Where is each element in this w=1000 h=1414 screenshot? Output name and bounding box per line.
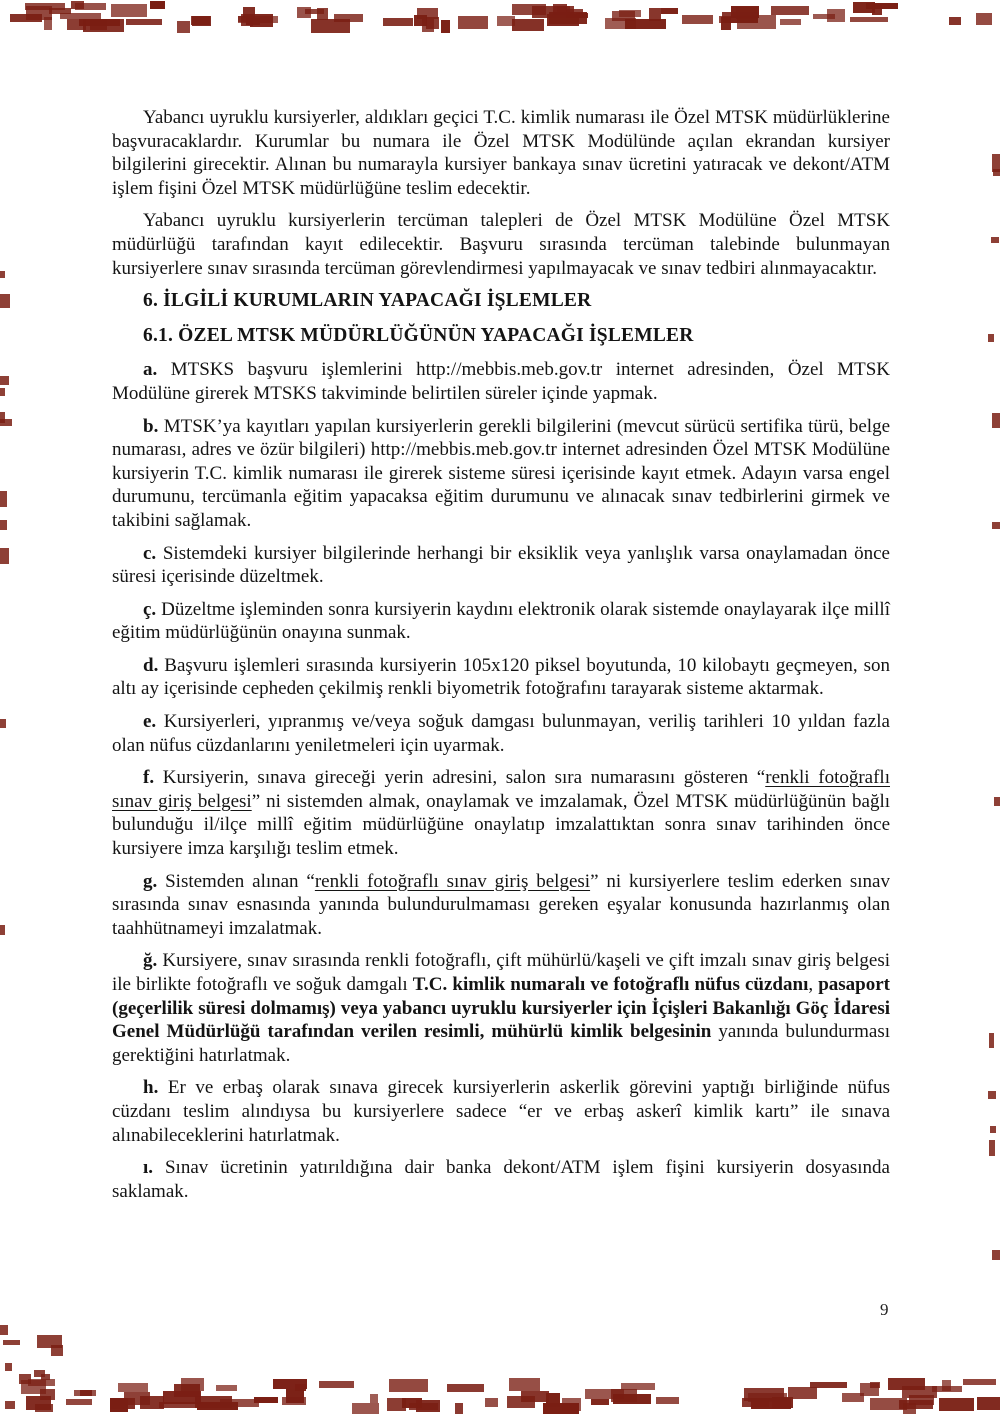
item-text: Kursiyere, sınav sırasında renkli fotoğraflı, çift mühürlü/kaşeli ve çift imzalı sınav giriş belgesi ile birlikte fotoğraflı ve soğuk damgalı: [112, 950, 890, 995]
item-label: a.: [143, 359, 158, 381]
section-heading-6: 6. İLGİLİ KURUMLARIN YAPACAĞI İŞLEMLER: [143, 290, 592, 312]
bold-phrase: T.C. kimlik numaralı ve fotoğraflı nüfus cüzdanı: [412, 974, 809, 995]
document-content: [112, 106, 890, 1212]
item-label: ı.: [143, 1157, 154, 1179]
list-item-dotless-i: [112, 1156, 890, 1203]
item-text: Düzeltme işleminden sonra kursiyerin kaydını elektronik olarak sistemde onaylayarak ilçe millî eğitim müdürlüğünün onayına sunmak.: [112, 598, 890, 644]
item-text: ” ni sistemden almak, onaylamak ve imzalamak, Özel MTSK müdürlüğünün bağlı bulunduğu il/ilçe millî eğitim müdürlüğüne onaylatıp imzalattıktan sonra sınav tarihinden önce kursiyere imza karşılığı teslim etmek.: [112, 790, 890, 860]
item-text: Kursiyerin, sınava gireceği yerin adresini, salon sıra numarasını gösteren “: [154, 767, 766, 789]
list-item-soft-g: [112, 949, 890, 1067]
item-label: ç.: [143, 598, 157, 620]
paragraph-foreign-applicants: Yabancı uyruklu kursiyerler, aldıkları geçici T.C. kimlik numarası ile Özel MTSK müdürlüklerine başvuracaklardır. Kurumlar bu numara ile Özel MTSK Modülünde açılan ekrandan kursiyer bilgilerini girecektir. Alınan bu numarayla kursiyer bankaya sınav ücretini yatıracak ve dekont/ATM işlem fişini Özel MTSK müdürlüğüne teslim edecektir.: [112, 107, 890, 199]
item-label: c.: [143, 542, 157, 564]
underlined-phrase: renkli fotoğraflı sınav giriş belgesi: [314, 870, 591, 892]
item-label: f.: [143, 767, 155, 789]
item-label: e.: [143, 711, 157, 733]
item-label: ğ.: [143, 950, 158, 972]
list-item-h: [112, 1076, 890, 1147]
paragraph-translator-requests: Yabancı uyruklu kursiyerlerin tercüman talepleri de Özel MTSK Modülüne Özel MTSK müdürlüğü tarafından kayıt edilecektir. Başvuru sırasında tercüman talebinde bulunmayan kursiyerlere sınav sırasında tercüman görevlendirmesi yapılmayacak ve sınav tedbiri alınmayacaktır.: [112, 210, 890, 279]
list-item-g: [112, 870, 890, 941]
item-label: h.: [143, 1077, 159, 1099]
list-item-b: [112, 415, 890, 533]
list-item-cedilla-c: [112, 598, 890, 645]
section-heading-6-1: 6.1. ÖZEL MTSK MÜDÜRLÜĞÜNÜN YAPACAĞI İŞLEMLER: [143, 324, 694, 346]
item-text: Kursiyerleri, yıpranmış ve/veya soğuk damgası bulunmayan, veriliş tarihleri 10 yıldan fazla olan nüfus cüzdanlarını yeniletmeleri için uyarmak.: [112, 711, 890, 756]
item-label: g.: [143, 870, 158, 892]
item-text: Er ve erbaş olarak sınava girecek kursiyerlerin askerlik görevini yaptığı birliğinde nüfus cüzdanı teslim alındıysa bu kursiyerlere sadece “er ve erbaş askerî kimlik kartı” ile sınava alınabileceklerini hatırlatmak.: [112, 1077, 890, 1146]
item-text: ,: [808, 974, 819, 995]
item-text: Sistemdeki kursiyer bilgilerinde herhangi bir eksiklik veya yanlışlık varsa onaylamadan önce süresi içerisinde düzeltmek.: [112, 542, 890, 588]
item-label: d.: [143, 654, 159, 676]
item-label: b.: [143, 415, 159, 437]
bold-phrase: pasaport (geçerlilik süresi dolmamış) veya yabancı uyruklu kursiyerler için İçişleri Bakanlığı Göç İdaresi Genel Müdürlüğü tarafından verilen resimli, mühürlü kimlik belgesinin: [112, 974, 891, 1043]
list-item-c: [112, 542, 890, 589]
list-item-e: [112, 710, 890, 757]
page-number: 9: [880, 1300, 889, 1319]
item-text: Başvuru işlemleri sırasında kursiyerin 105x120 piksel boyutunda, 10 kilobaytı geçmeyen, son altı ay içerisinde cepheden çekilmiş renkli biyometrik fotoğrafını tarayarak sisteme aktarmak.: [112, 654, 890, 700]
item-text: Sınav ücretinin yatırıldığına dair banka dekont/ATM işlem fişini kursiyerin dosyasında saklamak.: [112, 1157, 890, 1202]
item-text: ” ni kursiyerlere teslim ederken sınav sırasında sınav esnasında yanında bulundurulmaması gereken eşyalar konusunda hazırlanmış olan taahhütnameyi imzalatmak.: [112, 870, 890, 939]
item-text: MTSK’ya kayıtları yapılan kursiyerlerin gerekli bilgilerini (mevcut sürücü sertifika türü, belge numarası, adres ve özür bilgileri) http://mebbis.meb.gov.tr internet adresinden Özel MTSK Modülüne kursiyerin T.C. kimlik numarası ile girerek sisteme süresi içerisinde kayıt etmek. Adayın varsa engel durumunu, tercümanla eğitim yapacaksa eğitim durumunu ve alınacak sınav tedbirlerini girmek ve takibini sağlamak.: [112, 415, 890, 531]
item-text: Sistemden alınan “: [157, 870, 315, 892]
item-text: yanında bulundurması gerektiğini hatırlatmak.: [112, 1021, 890, 1066]
list-item-a: [112, 358, 890, 405]
underlined-phrase: renkli fotoğraflı sınav giriş belgesi: [112, 767, 890, 812]
item-text: MTSKS başvuru işlemlerini http://mebbis.meb.gov.tr internet adresinden, Özel MTSK Modülüne girerek MTSKS takviminde belirtilen süreler içinde yapmak.: [112, 359, 890, 404]
list-item-f: [112, 766, 890, 860]
list-item-d: [112, 654, 890, 701]
